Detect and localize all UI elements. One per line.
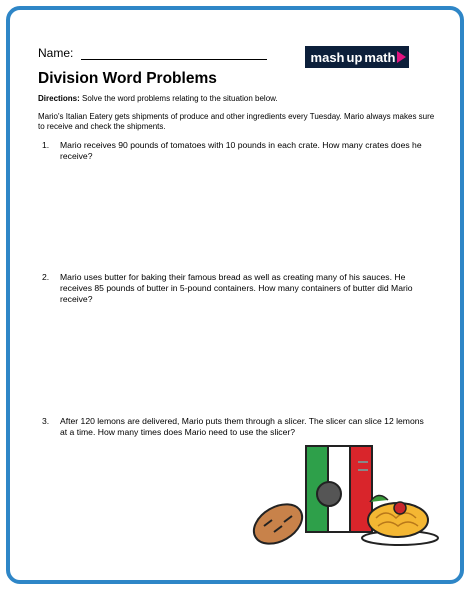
- italian-menu-icon: [306, 446, 372, 532]
- logo-play-icon: [397, 51, 406, 63]
- directions-text: Solve the word problems relating to the situation below.: [82, 94, 278, 103]
- question-text: After 120 lemons are delivered, Mario puts them through a slicer. The slicer can slice 12 lemons at a time. How many times does Mario need to use the slicer?: [60, 416, 424, 437]
- page-title: Division Word Problems: [38, 70, 217, 87]
- directions-label: Directions:: [38, 94, 80, 103]
- question-number: 1.: [42, 140, 50, 150]
- name-blank-line[interactable]: [81, 47, 267, 60]
- bread-icon: [250, 496, 309, 551]
- spaghetti-icon: [362, 495, 438, 545]
- mashupmath-logo: [305, 46, 409, 68]
- italian-food-illustration: [250, 442, 440, 552]
- question-text: Mario receives 90 pounds of tomatoes with 10 pounds in each crate. How many crates does he receive?: [60, 140, 422, 161]
- name-label: Name:: [38, 46, 74, 60]
- question-text: Mario uses butter for baking their famous bread as well as creating many of his sauces. He receives 85 pounds of butter in 5-pound containers. How many containers of butter did Mario receive?: [60, 272, 413, 304]
- question-number: 2.: [42, 272, 50, 282]
- question-number: 3.: [42, 416, 50, 426]
- logo-text-left: mash: [310, 49, 345, 65]
- logo-text-right: math: [364, 49, 396, 65]
- directions: [38, 94, 278, 103]
- name-field[interactable]: [38, 46, 267, 60]
- intro-paragraph: Mario's Italian Eatery gets shipments of produce and other ingredients every Tuesday. Mario always makes sure to receive and check the shipments.: [38, 112, 435, 131]
- logo-text-mid: up: [346, 49, 363, 65]
